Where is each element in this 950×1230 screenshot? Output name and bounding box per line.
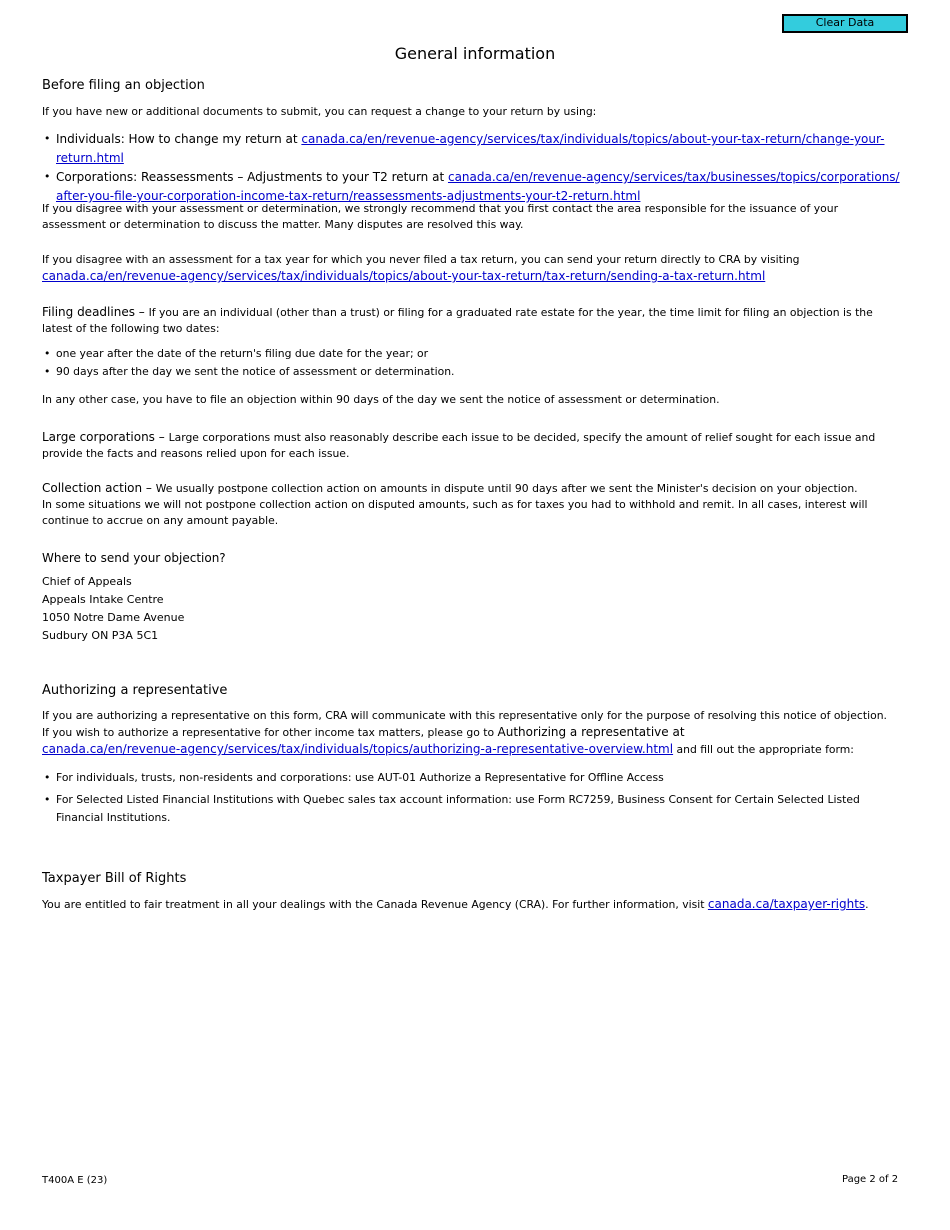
taxpayer-rights-text: You are entitled to fair treatment in all your dealings with the Canada Revenue Agency (CRA). For further information, visit canada.ca/taxpayer-rights. (42, 897, 869, 911)
list-item: • one year after the date of the return's filing due date for the year; or (42, 345, 904, 363)
clear-data-button[interactable]: Clear Data (782, 14, 908, 33)
address-line: Appeals Intake Centre (42, 593, 164, 606)
collection-action-detail: In some situations we will not postpone collection action on disputed amounts, such as for taxes you had to withhold and remit. In all cases, interest will continue to accrue on any amount payable. (42, 498, 868, 527)
list-item: • Individuals: How to change my return at canada.ca/en/revenue-agency/services/tax/individuals/topics/about-your-tax-return/change-your-return.html (42, 130, 904, 168)
list-item: • For Selected Listed Financial Institutions with Quebec sales tax account information: use Form RC7259, Business Consent for Certain Selected Listed Financial Institutions. (42, 791, 904, 827)
before-filing-section (42, 78, 904, 93)
deadline-list (42, 345, 904, 381)
other-case-text: In any other case, you have to file an objection within 90 days of the day we sent the notice of assessment or determination. (42, 393, 720, 406)
filing-deadlines-text: Filing deadlines – If you are an individual (other than a trust) or filing for a graduated rate estate for the year, the time limit for filing an objection is the latest of the following two dates: (42, 305, 873, 335)
address-line: 1050 Notre Dame Avenue (42, 611, 185, 624)
large-corporations-text: Large corporations – Large corporations must also reasonably describe each issue to be decided, specify the amount of relief sought for each issue and provide the facts and reasons relied upon for each issue. (42, 430, 876, 460)
list-item: • Corporations: Reassessments – Adjustments to your T2 return at canada.ca/en/revenue-agency/services/tax/businesses/topics/corporations/after-you-file-your-corporation-income-tax-return/reassessments-adjustments-your-t2-return.html (42, 168, 904, 206)
where-to-send-heading: Where to send your objection? (42, 551, 226, 565)
sending-tax-return-link[interactable]: canada.ca/en/revenue-agency/services/tax/individuals/topics/about-your-tax-return/tax-return/sending-a-tax-return.html (42, 269, 766, 283)
before-filing-intro: If you have new or additional documents to submit, you can request a change to your return by using: (42, 105, 597, 118)
page-title: General information (394, 44, 556, 63)
collection-action-label: Collection action – (42, 481, 156, 495)
authorizing-representative-link[interactable]: canada.ca/en/revenue-agency/services/tax/individuals/topics/authorizing-a-representative-overview.html (42, 742, 674, 756)
list-item: • 90 days after the day we sent the notice of assessment or determination. (42, 363, 904, 381)
taxpayer-rights-heading: Taxpayer Bill of Rights (42, 871, 187, 886)
before-filing-heading: Before filing an objection (42, 78, 205, 93)
representative-text-2: If you wish to authorize a representative for other income tax matters, please go to Authorizing a representative at (42, 725, 685, 739)
change-return-link[interactable]: canada.ca/en/revenue-agency/services/tax/individuals/topics/about-your-tax-return/change-your-return.html (56, 132, 885, 165)
address-line: Chief of Appeals (42, 575, 132, 588)
representative-heading: Authorizing a representative (42, 683, 228, 698)
filing-deadlines-label: Filing deadlines – (42, 305, 149, 319)
page-number: Page 2 of 2 (842, 1174, 899, 1185)
representative-link-line: canada.ca/en/revenue-agency/services/tax/individuals/topics/authorizing-a-representative-overview.html and fill out the appropriate form: (42, 742, 854, 756)
taxpayer-rights-link[interactable]: canada.ca/taxpayer-rights (707, 897, 866, 911)
t2-reassessment-link[interactable]: canada.ca/en/revenue-agency/services/tax/businesses/topics/corporations/after-you-file-your-corporation-income-tax-return/reassessments-adjustments-your-t2-return.html (56, 170, 900, 203)
mailing-address (42, 573, 904, 645)
address-line: Sudbury ON P3A 5C1 (42, 629, 159, 642)
change-return-list (42, 130, 904, 206)
large-corporations-label: Large corporations – (42, 430, 169, 444)
representative-form-list (42, 769, 904, 827)
collection-action-text: Collection action – We usually postpone collection action on amounts in dispute until 90 days after we sent the Minister's decision on your objection. (42, 481, 858, 495)
form-identifier: T400A E (23) (42, 1175, 108, 1186)
representative-text-1: If you are authorizing a representative on this form, CRA will communicate with this representative only for the purpose of resolving this notice of objection. (42, 709, 887, 722)
list-item: • For individuals, trusts, non-residents and corporations: use AUT-01 Authorize a Representative for Offline Access (42, 769, 904, 787)
never-filed-text: If you disagree with an assessment for a tax year for which you never filed a tax return, you can send your return directly to CRA by visiting (42, 253, 800, 266)
disagree-text: If you disagree with your assessment or determination, we strongly recommend that you first contact the area responsible for the issuance of your assessment or determination to discuss the matter. Many disputes are resolved this way. (42, 202, 839, 231)
